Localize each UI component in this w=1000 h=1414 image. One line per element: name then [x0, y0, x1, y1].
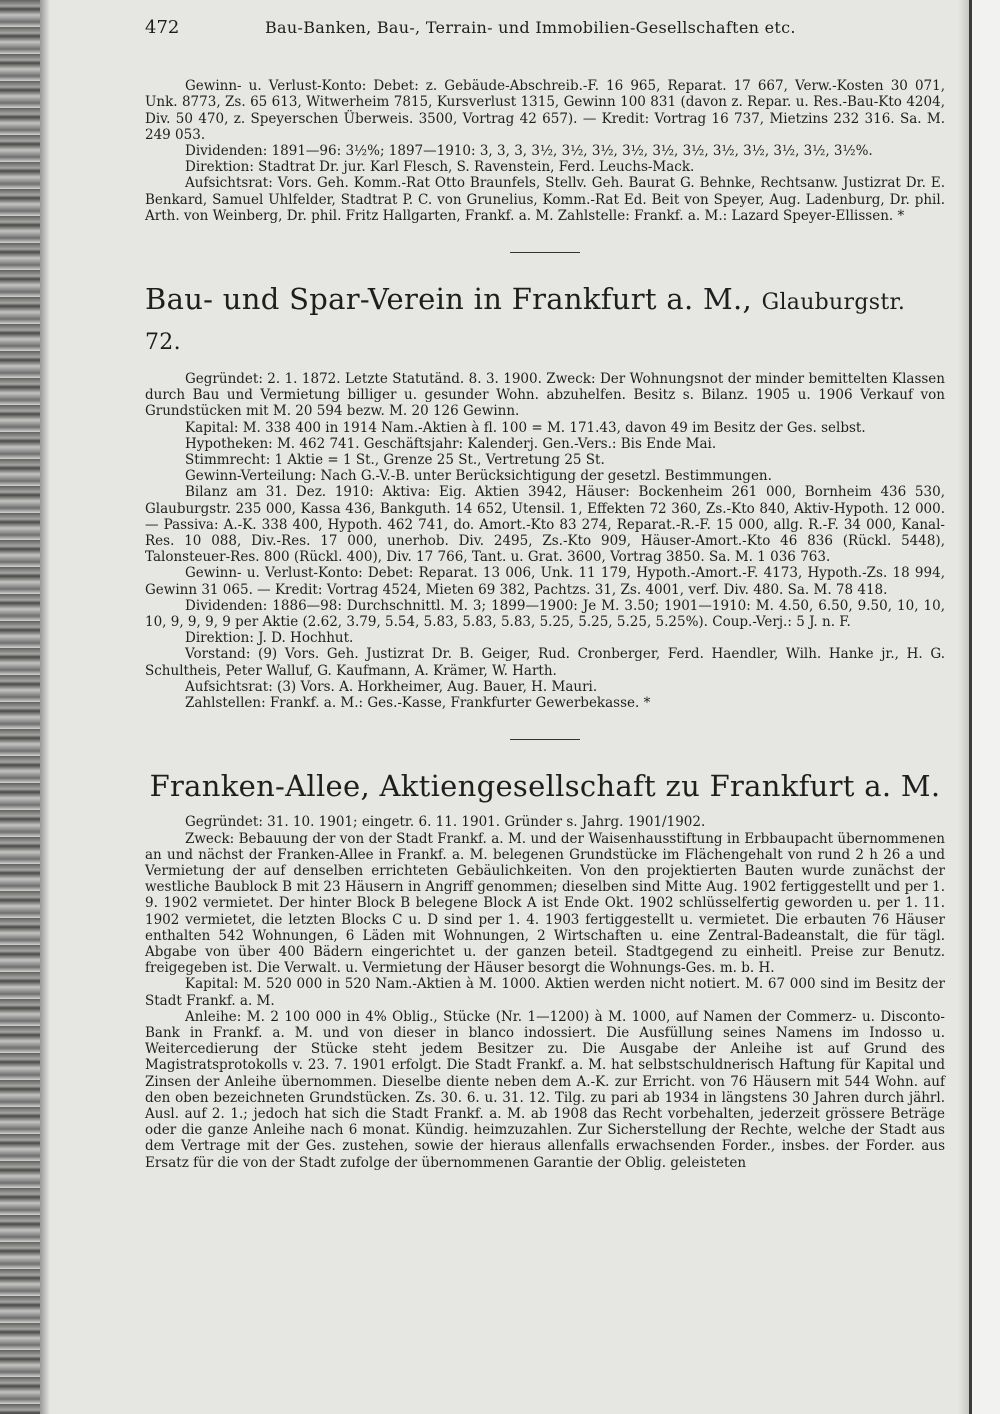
- page-content: [145, 17, 945, 1171]
- purpose: Zweck: Bebauung der von der Stadt Frankf. a. M. und der Waisenhausstiftung in Erbbaupacht übernommenen an und nächst der Franken-Allee in Frankf. a. M. belegenen Grundstücke im Flächengehalt von rund 2 h 26 a und Vermietung der auf denselben errichteten Gebäulichkeiten. Von den projektierten Bauten wurde zunächst der westliche Baublock B mit 23 Häusern in Angriff genommen; dieselben sind Mitte Aug. 1902 fertiggestellt und per 1. 9. 1902 vermietet. Der hinter Block B belegene Block A ist Ende Okt. 1902 schlüsselfertig geworden u. per 1. 11. 1902 vermietet, die letzten Blocks C u. D sind per 1. 4. 1903 fertiggestellt u. vermietet. Die erbauten 76 Häuser enthalten 542 Wohnungen, 6 Läden mit Wohnungen, 2 Wirtschaften u. eine Zentral-Badeanstalt, die für tägl. Abgabe von über 400 Bädern eingerichtet u. der ganzen beteil. Stadtgegend zu einheitl. Preise zur Benutz. freigegeben ist. Die Verwalt. u. Vermietung der Häuser besorgt die Wohnungs-Ges. m. b. H.: [145, 830, 945, 977]
- running-header: [145, 17, 945, 38]
- paying-agents: Zahlstellen: Frankf. a. M.: Ges.-Kasse, Frankfurter Gewerbekasse. *: [185, 695, 651, 712]
- mortgages-fiscal-year: Hypotheken: M. 462 741. Geschäftsjahr: Kalenderj. Gen.-Vers.: Bis Ende Mai.: [185, 435, 717, 452]
- binding-gradient-left: [40, 0, 50, 1414]
- board-of-directors: Direktion: Stadtrat Dr. jur. Karl Flesch, S. Ravenstein, Ferd. Leuchs-Mack.: [185, 159, 695, 176]
- board-of-directors: Direktion: J. D. Hochhut.: [185, 630, 354, 647]
- bond-issue: Anleihe: M. 2 100 000 in 4% Oblig., Stücke (Nr. 1—1200) à M. 1000, auf Namen der Commerz- u. Disconto-Bank in Frankf. a. M. und von dieser in blanco indossiert. Die Ausfüllung seines Namens im Indosso u. Weitercedierung der Stücke steht jedem Besitzer zu. Die Ausgabe der Anleihe ist auf Grund des Magistratsprotokolls v. 23. 7. 1901 erfolgt. Die Stadt Frankf. a. M. hat selbstschuldnerisch Haftung für Kapital und Zinsen der Anleihe übernommen. Dieselbe diente neben dem A.-K. zur Erricht. von 76 Häusern mit 544 Wohn. auf den oben bezeichneten Grundstücken. Zs. 30. 6. u. 31. 12. Tilg. zu pari ab 1934 in längstens 30 Jahren durch jährl. Ausl. auf 2. 1.; jedoch hat sich die Stadt Frankf. a. M. ab 1908 das Recht vorbehalten, jederzeit grössere Beträge oder die ganze Anleihe nach 6 monat. Kündig. heimzuzahlen. Zur Sicherstellung der Rechte, welche der Stadt aus dem Vertrage mit der Ges. zustehen, sowie der hieraus allenfalls erwachsenden Forder., insbes. der Forder. aus Ersatz für die von der Stadt zufolge der übernommenen Garantie der Oblig. geleisteten: [145, 1008, 945, 1171]
- balance-sheet: Bilanz am 31. Dez. 1910: Aktiva: Eig. Aktien 3942, Häuser: Bockenheim 261 000, Bornheim 436 530, Glauburgstr. 235 000, Kassa 436, Bankguth. 14 652, Utensil. 1, Effekten 72 360, Zs.-Kto 840, Aktiv-Hypoth. 12 000. — Passiva: A.-K. 338 400, Hypoth. 462 741, do. Amort.-Kto 83 274, Reparat.-R.-F. 15 000, allg. R.-F. 34 000, Kanal-Res. 10 088, Div.-Res. 17 000, unerhob. Div. 2495, Zs.-Kto 909, Häuser-Amort.-Kto 46 836 (Rückl. 5448), Talonsteuer-Res. 800 (Rückl. 400), Div. 17 766, Tant. u. Grat. 3600, Vortrag 3850. Sa. M. 1 036 763.: [145, 484, 945, 566]
- section-divider: [510, 739, 580, 740]
- company-title: Franken-Allee, Aktiengesellschaft zu Frankfurt a. M.: [149, 769, 941, 804]
- dividends: Dividenden: 1886—98: Durchschnittl. M. 3; 1899—1900: Je M. 3.50; 1901—1910: M. 4.50, 6.50, 9.50, 10, 10, 10, 9, 9, 9, 9 per Aktie (2.62, 3.79, 5.54, 5.83, 5.83, 5.83, 5.25, 5.25, 5.25, 5.25%). Coup.-Verj.: 5 J. n. F.: [145, 597, 945, 631]
- section-previous-company: [145, 78, 945, 224]
- next-page-edge: [969, 0, 1000, 1414]
- executive-board: Vorstand: (9) Vors. Geh. Justizrat Dr. B. Geiger, Rud. Cronberger, Ferd. Haendler, Wilh. Hanke jr., H. G. Schultheis, Peter Walluf, G. Kaufmann, A. Krämer, W. Harth.: [145, 646, 945, 679]
- running-title: Bau-Banken, Bau-, Terrain- und Immobilien-Gesellschaften etc.: [265, 18, 796, 37]
- section-divider: [510, 252, 580, 253]
- company-entry-bau-und-spar-verein: [145, 281, 945, 711]
- company-entry-franken-allee: [145, 768, 945, 1170]
- binding-shadow-left: [0, 0, 40, 1414]
- profit-distribution: Gewinn-Verteilung: Nach G.-V.-B. unter Berücksichtigung der gesetzl. Bestimmungen.: [185, 468, 772, 485]
- voting-rights: Stimmrecht: 1 Aktie = 1 St., Grenze 25 St., Vertretung 25 St.: [185, 452, 605, 469]
- capital: Kapital: M. 338 400 in 1914 Nam.-Aktien à fl. 100 = M. 171.43, davon 49 im Besitz der Ges. selbst.: [185, 419, 866, 436]
- company-address: Glauburgstr. 72.: [145, 290, 906, 356]
- capital: Kapital: M. 520 000 in 520 Nam.-Aktien à M. 1000. Aktien werden nicht notiert. M. 67 000 sind im Besitz der Stadt Frankf. a. M.: [145, 976, 945, 1009]
- company-name: Bau- und Spar-Verein in Frankfurt a. M.,: [145, 282, 753, 317]
- profit-loss-account: Gewinn- u. Verlust-Konto: Debet: z. Gebäude-Abschreib.-F. 16 965, Reparat. 17 667, Verw.-Kosten 30 071, Unk. 8773, Zs. 65 613, Witwerheim 7815, Kursverlust 1315, Gewinn 100 831 (davon z. Repar. u. Res.-Bau-Kto 4204, Div. 50 470, z. Speyerschen Überweis. 3500, Vortrag 42 657). — Kredit: Vortrag 16 737, Mietzins 232 316. Sa. M. 249 053.: [145, 78, 945, 143]
- profit-loss-account: Gewinn- u. Verlust-Konto: Debet: Reparat. 13 006, Unk. 11 179, Hypoth.-Amort.-F. 4173, Hypoth.-Zs. 18 994, Gewinn 31 065. — Kredit: Vortrag 4524, Mieten 69 382, Pachtzs. 31, Zs. 4001, verf. Div. 480. Sa. M. 78 418.: [145, 565, 945, 598]
- supervisory-board: Aufsichtsrat: (3) Vors. A. Horkheimer, Aug. Bauer, H. Mauri.: [185, 678, 598, 695]
- dividends: Dividenden: 1891—96: 3½%; 1897—1910: 3, 3, 3, 3½, 3½, 3½, 3½, 3½, 3½, 3½, 3½, 3½, 3½, 3½%.: [185, 143, 873, 160]
- page-number: 472: [145, 17, 180, 38]
- founding-and-purpose: Gegründet: 2. 1. 1872. Letzte Statutänd. 8. 3. 1900. Zweck: Der Wohnungsnot der minder bemittelten Klassen durch Bau und Vermietung billiger u. gesunder Wohn. abzuhelfen. Besitz s. Bilanz. 1905 u. 1906 Verkauf von Grundstücken mit M. 20 594 bezw. M. 20 126 Gewinn.: [145, 371, 945, 420]
- supervisory-board: Aufsichtsrat: Vors. Geh. Komm.-Rat Otto Braunfels, Stellv. Geh. Baurat G. Behnke, Rechtsanw. Justizrat Dr. E. Benkard, Samuel Uhlfelder, Stadtrat P. C. von Grunelius, Komm.-Rat Ed. Beit von Speyer, Aug. Ladenburg, Dr. phil. Arth. von Weinberg, Dr. phil. Fritz Hallgarten, Frankf. a. M. Zahlstelle: Frankf. a. M.: Lazard Speyer-Ellissen. *: [145, 175, 945, 224]
- founding: Gegründet: 31. 10. 1901; eingetr. 6. 11. 1901. Gründer s. Jahrg. 1901/1902.: [185, 814, 706, 831]
- company-title: [145, 281, 945, 361]
